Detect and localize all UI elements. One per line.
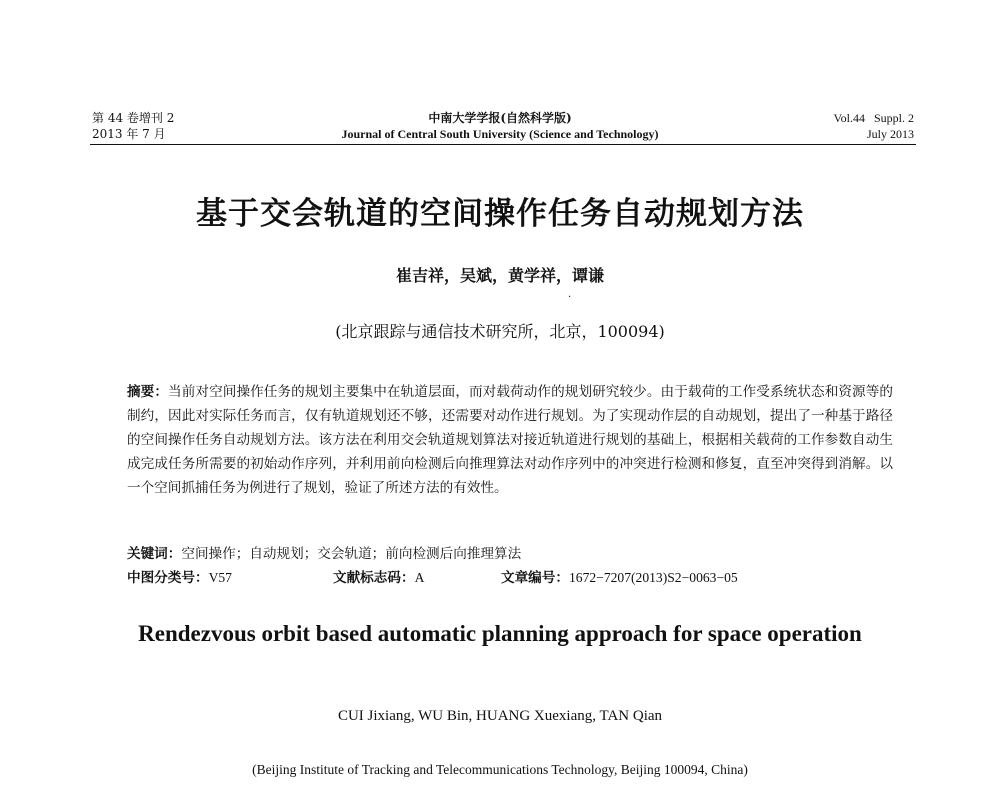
volume-zh: 第 44 卷增刊 2 (92, 111, 175, 125)
header-left (92, 110, 292, 142)
doc-label: 文献标志码： (333, 570, 415, 586)
clc-value: V57 (208, 570, 232, 585)
date-zh: 2013 年 7 月 (92, 127, 166, 141)
header-center (290, 110, 710, 142)
abstract-text: 当前对空间操作任务的规划主要集中在轨道层面，而对载荷动作的规划研究较少。由于载荷的工作受系统状态和资源等的制约，因此对实际任务而言，仅有轨道规划还不够，还需要对动作进行规划。为了实现动作层的自动规划，提出了一种基于路径的空间操作任务自动规划方法。该方法在利用交会轨道规划算法对接近轨道进行规划的基础上，根据相关载荷的工作参数自动生成完成任务所需要的初始动作序列，并利用前向检测后向推理算法对动作序列中的冲突进行检测和修复，直至冲突得到消解。以一个空间抓捕任务为例进行了规划，验证了所述方法的有效性。 (127, 384, 894, 496)
article-number (501, 566, 738, 586)
keywords (127, 542, 893, 562)
affiliation-zh: (北京跟踪与通信技术研究所，北京，100094) (335, 322, 665, 341)
journal-name-en: Journal of Central South University (Science and Technology) (341, 127, 659, 141)
document-code (333, 566, 424, 586)
doc-value: A (414, 570, 425, 585)
authors-zh: 崔吉祥，吴斌，黄学祥，谭谦 (395, 266, 604, 285)
affiliation-en: (Beijing Institute of Tracking and Telecommunications Technology, Beijing 100094, China) (252, 762, 748, 777)
date-en: July 2013 (866, 127, 914, 141)
header-right (720, 110, 914, 142)
keywords-label: 关键词： (127, 546, 182, 562)
keywords-text: 空间操作；自动规划；交会轨道；前向检测后向推理算法 (181, 546, 522, 562)
article-value: 1672−7207(2013)S2−0063−05 (568, 570, 738, 585)
authors-en: CUI Jixiang, WU Bin, HUANG Xuexiang, TAN Qian (337, 708, 663, 724)
paper-title-en: Rendezvous orbit based automatic planning approach for space operation (138, 621, 862, 646)
article-label: 文章编号： (501, 570, 569, 586)
abstract (127, 380, 893, 500)
header-rule (90, 144, 916, 145)
classification-row (127, 566, 893, 588)
journal-name-zh: 中南大学学报(自然科学版) (428, 111, 572, 125)
footnote-dot: · (568, 292, 572, 303)
abstract-label: 摘要： (127, 384, 169, 400)
clc-label: 中图分类号： (127, 570, 209, 586)
paper-title-zh: 基于交会轨道的空间操作任务自动规划方法 (196, 196, 804, 232)
volume-en: Vol.44 Suppl. 2 (833, 111, 914, 125)
clc-number (127, 566, 232, 586)
